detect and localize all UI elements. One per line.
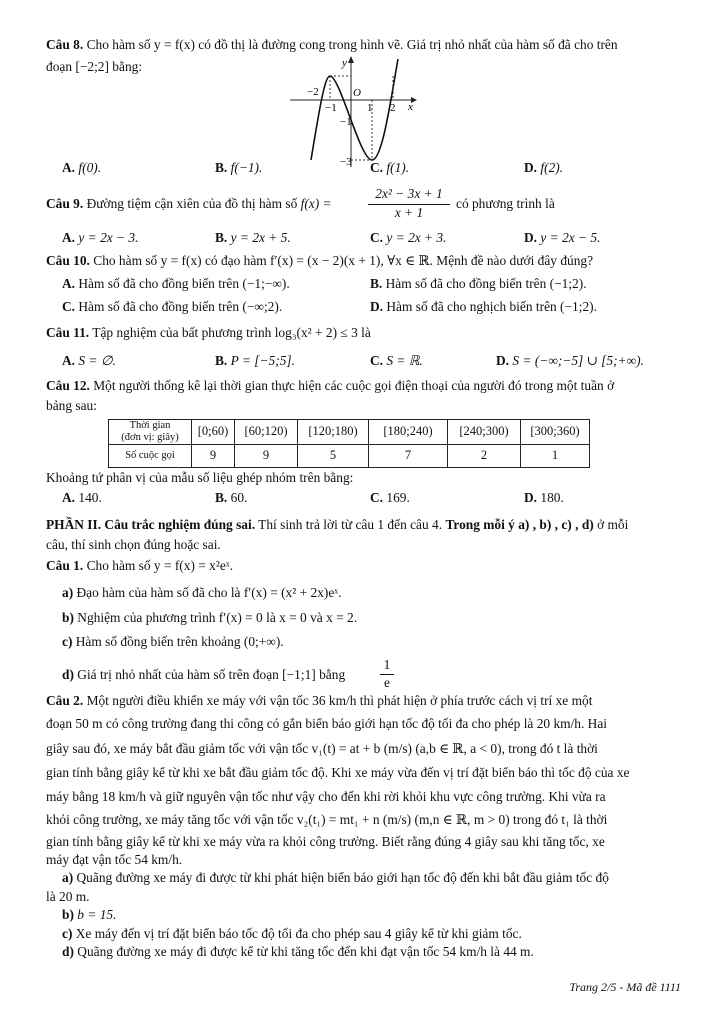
table-row [109, 445, 590, 468]
p2q2-line-2: giây sau đó, xe máy bắt đầu giảm tốc với vận tốc v₁(t) = at + b (m/s) (a,b ∈ ℝ, a < 0), trong đó t là thời [46, 741, 598, 756]
q12-option-d[interactable]: D. 180. [524, 490, 564, 505]
part2-text4: câu, thí sinh chọn đúng hoặc sai. [46, 537, 221, 552]
q9-text2: có phương trình là [456, 196, 555, 211]
q12-options [62, 490, 682, 508]
q11-option-a[interactable]: A. S = ∅. [62, 353, 116, 368]
svg-text:−2: −2 [307, 86, 319, 98]
p2q2-item-c[interactable]: c) Xe máy đến vị trí đặt biển báo tốc độ tối đa cho phép sau 4 giây kể từ khi giảm tốc. [62, 926, 522, 941]
table-cell: [60;120) [235, 420, 298, 445]
q8-option-a[interactable]: A. f(0). [62, 160, 102, 175]
table-cell: [0;60) [192, 420, 235, 445]
q10-label: Câu 10. [46, 253, 90, 268]
p2q2-line-5: khỏi công trường, xe máy tăng tốc với vận tốc v₂(t₁) = mt₁ + n (m/s) (m,n ∈ ℝ, m > 0) trong đó t₁ là thời [46, 812, 608, 827]
p2q2-item-a-cont: là 20 m. [46, 889, 90, 904]
q8-text2: đoạn [−2;2] bằng: [46, 59, 143, 74]
svg-text:2: 2 [390, 102, 396, 114]
q8-function-graph [290, 55, 425, 170]
table-header-cell: Số cuộc gọi [109, 445, 192, 468]
p2q2-item-d[interactable]: d) Quãng đường xe máy đi được kể từ khi tăng tốc đến khi đạt vận tốc 54 km/h là 44 m. [62, 944, 534, 959]
svg-text:O: O [353, 87, 361, 99]
p2q2-line-1: đoạn 50 m có công trường đang thi công có gắn biển báo giới hạn tốc độ tối đa cho phép là 20 km/h. Hai [46, 716, 608, 731]
q12-line1 [46, 378, 682, 395]
q12-option-a[interactable]: A. 140. [62, 490, 102, 505]
table-cell: 7 [369, 445, 448, 468]
q12-option-b[interactable]: B. 60. [215, 490, 248, 505]
q8-options [62, 160, 682, 178]
table-cell: 2 [448, 445, 521, 468]
q8-text1: Cho hàm số y = f(x) có đồ thị là đường cong trong hình vẽ. Giá trị nhỏ nhất của hàm số đã cho trên [86, 37, 618, 52]
p2q1-item-c[interactable]: c) Hàm số đồng biến trên khoảng (0;+∞). [62, 634, 284, 649]
svg-text:−1: −1 [340, 116, 352, 128]
p2q2-item-b[interactable]: b) b = 15. [62, 907, 117, 922]
table-cell: 1 [521, 445, 590, 468]
table-cell: [180;240) [369, 420, 448, 445]
p2q1-fraction: 1 e [380, 657, 394, 692]
p2q1-item-a[interactable]: a) Đạo hàm của hàm số đã cho là f′(x) = (x² + 2x)eˣ. [62, 585, 342, 600]
table-cell: 9 [192, 445, 235, 468]
q12-text1: Một người thống kê lại thời gian thực hiện các cuộc gọi điện thoại của người đó trong một tuần ở [93, 378, 615, 393]
p2q1-text: Cho hàm số y = f(x) = x²eˣ. [86, 558, 234, 573]
q9-text1: Đường tiệm cận xiên của đồ thị hàm số [86, 196, 298, 211]
p2q1-item-b[interactable]: b) Nghiệm của phương trình f′(x) = 0 là x = 0 và x = 2. [62, 610, 358, 625]
q10-text: Cho hàm số y = f(x) có đạo hàm f′(x) = (x − 2)(x + 1), ∀x ∈ ℝ. Mệnh đề nào dưới đây đúng? [93, 253, 594, 268]
page-footer: Trang 2/5 - Mã đề 1111 [569, 980, 681, 994]
table-header-cell: Thời gian (đơn vị: giây) [109, 420, 192, 445]
q9-option-a[interactable]: A. y = 2x − 3. [62, 230, 139, 245]
p2q2-line-3: gian tính bằng giây kể từ khi xe bắt đầu giảm tốc độ. Khi xe máy vừa đến vị trí đặt biển báo thì tốc độ của xe [46, 765, 630, 780]
q11-option-c[interactable]: C. S = ℝ. [370, 353, 423, 368]
q10-options-2 [62, 299, 682, 317]
q11-stem [46, 325, 682, 342]
p2q2-line-7: máy đạt vận tốc 54 km/h. [46, 852, 183, 867]
q9-fraction: 2x² − 3x + 1 x + 1 [368, 186, 450, 222]
q11-label: Câu 11. [46, 325, 90, 340]
q8-option-d[interactable]: D. f(2). [524, 160, 564, 175]
q12-text2: bảng sau: [46, 398, 97, 413]
q9-option-c[interactable]: C. y = 2x + 3. [370, 230, 447, 245]
q9-options [62, 230, 682, 248]
p2q1-stem [46, 558, 682, 575]
q12-option-c[interactable]: C. 169. [370, 490, 410, 505]
q10-option-c[interactable]: C. Hàm số đã cho đồng biến trên (−∞;2). [62, 299, 283, 314]
q8-option-b[interactable]: B. f(−1). [215, 160, 263, 175]
table-cell: 9 [235, 445, 298, 468]
q8-line1 [46, 37, 682, 54]
p2q2-item-a[interactable]: a) Quãng đường xe máy đi được từ khi phát hiện biển báo giới hạn tốc độ đến khi bắt đầu giảm tốc độ [62, 870, 609, 885]
p2q1-label: Câu 1. [46, 558, 84, 573]
table-cell: [240;300) [448, 420, 521, 445]
q9-option-d[interactable]: D. y = 2x − 5. [524, 230, 601, 245]
q10-option-b[interactable]: B. Hàm số đã cho đồng biến trên (−1;2). [370, 276, 587, 291]
p2q2-label: Câu 2. [46, 693, 84, 708]
svg-text:−1: −1 [325, 102, 337, 114]
q9-stem [46, 186, 682, 222]
p2q2-line-0: Câu 2. Một người điều khiển xe máy với vận tốc 36 km/h thì phát hiện ở phía trước cách vị trí xe một [46, 693, 593, 708]
q12-frequency-table [108, 419, 590, 468]
q11-option-b[interactable]: B. P = [−5;5]. [215, 353, 295, 368]
q10-option-d[interactable]: D. Hàm số đã cho nghịch biến trên (−1;2). [370, 299, 597, 314]
table-cell: 5 [298, 445, 369, 468]
q10-options-1 [62, 276, 682, 294]
q11-text: Tập nghiệm của bất phương trình log₃(x² + 2) ≤ 3 là [92, 325, 371, 340]
q8-label: Câu 8. [46, 37, 84, 52]
p2q1-item-d[interactable]: d) Giá trị nhỏ nhất của hàm số trên đoạn [−1;1] bằng 1 e [62, 657, 682, 693]
q10-option-a[interactable]: A. Hàm số đã cho đồng biến trên (−1;−∞). [62, 276, 290, 291]
q8-option-c[interactable]: C. f(1). [370, 160, 410, 175]
q9-label: Câu 9. [46, 196, 84, 211]
q12-question: Khoảng tứ phân vị của mẫu số liệu ghép nhóm trên bằng: [46, 470, 354, 485]
table-cell: [300;360) [521, 420, 590, 445]
q11-options [62, 353, 682, 371]
q11-option-d[interactable]: D. S = (−∞;−5] ∪ [5;+∞). [496, 353, 644, 368]
svg-text:y: y [342, 57, 347, 69]
svg-text:−3: −3 [340, 156, 352, 168]
q12-label: Câu 12. [46, 378, 90, 393]
table-row [109, 420, 590, 445]
p2q2-line-4: máy bằng 18 km/h và giữ nguyên vận tốc như vậy cho đến khi rời khỏi khu vực công trường. Khi vừa ra [46, 789, 606, 804]
q10-stem [46, 253, 682, 270]
p2q2-line-6: gian tính bằng giây kể từ khi xe máy vừa ra khỏi công trường. Biết rằng đúng 4 giây sau khi tăng tốc, xe [46, 834, 605, 849]
svg-text:x: x [408, 101, 413, 113]
table-cell: [120;180) [298, 420, 369, 445]
part2-heading: PHẦN II. Câu trắc nghiệm đúng sai. Thí sinh trả lời từ câu 1 đến câu 4. Trong mỗi ý a) , b) , c) , d) ở mỗi [46, 517, 629, 532]
q9-option-b[interactable]: B. y = 2x + 5. [215, 230, 291, 245]
q9-func: f(x) = [300, 196, 332, 211]
svg-text:1: 1 [367, 102, 373, 114]
